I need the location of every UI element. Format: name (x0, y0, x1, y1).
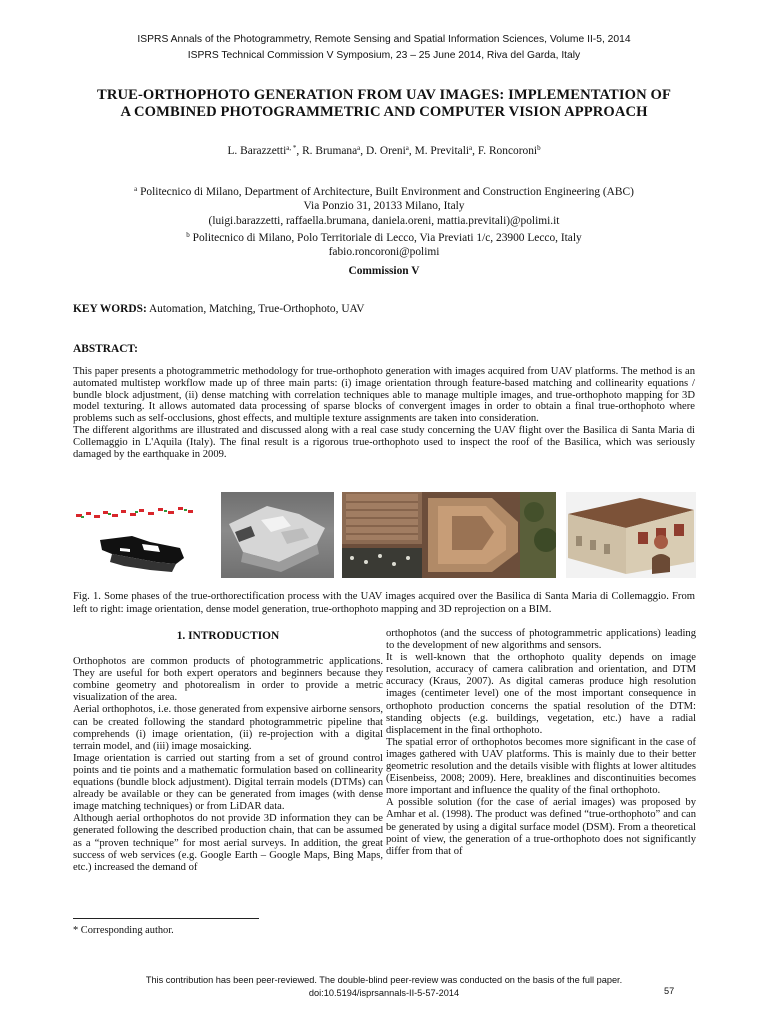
page-footer (0, 974, 768, 999)
journal-header-line1: ISPRS Annals of the Photogrammetry, Remote Sensing and Spatial Information Sciences, Volume II-5, 2014 (137, 34, 631, 45)
body-paragraph: Orthophotos are common products of photogrammetric applications. They are useful for both expert operators and beginners because they combine geometry and photorealism in order to provide a metric visualization of the area. (73, 656, 383, 704)
abstract-paragraph: The different algorithms are illustrated and discussed along with a real case study concerning the UAV flight over the Basilica di Santa Maria di Collemaggio in L'Aquila (Italy). The final result is a rigorous true-orthophoto used to inspect the roof of the Basilica, which was seriously damaged by the earthquake in 2009. (73, 424, 695, 460)
affil-b-line1: Politecnico di Milano, Polo Territoriale di Lecco, Via Previati 1/c, 23900 Lecco, Italy (192, 231, 582, 244)
figure-panel-orientation (72, 492, 214, 578)
affil-a-line1: Politecnico di Milano, Department of Architecture, Built Environment and Construction Engineering (ABC) (140, 186, 634, 198)
author-sup: a, * (286, 144, 297, 152)
abstract-paragraph: This paper presents a photogrammetric methodology for true-orthophoto generation with images acquired from UAV platforms. The method is an automated multistep workflow made up of three main parts: (i) image orientation through feature-based matching and collinearity equations / bundle block adjustment, (ii) dense matching with correlation techniques able to manage multiple images, and true-orthophoto mapping for 3D model texturing. It allows automated data processing of sparse blocks of convergent images in order to obtain a final true-orthophoto where problems such as self-occlusions, ghost effects, and multiple texture assignments are taken into consideration. (73, 366, 695, 425)
author-name: M. Previtali (414, 145, 470, 157)
paper-title-line1: TRUE-ORTHOPHOTO GENERATION FROM UAV IMAGES: IMPLEMENTATION OF (97, 87, 671, 103)
author-name: L. Barazzetti (227, 145, 287, 157)
affiliations (0, 182, 768, 259)
author-name: D. Oreni (365, 145, 406, 157)
footnote-divider (73, 918, 259, 919)
keywords (73, 303, 695, 315)
body-paragraph: orthophotos (and the success of photogrammetric applications) leading to the development of new algorithms and sensors. (386, 628, 696, 652)
left-column (73, 628, 383, 874)
figure-panel-true-orthophoto (342, 492, 556, 578)
body-paragraph: A possible solution (for the case of aerial images) was proposed by Amhar et al. (1998). The product was defined “true-orthophoto” and can be generated by using a digital surface model (DSM). From a theoretical point of view, the generation of a true-orthophoto does not significantly differ from that of (386, 797, 696, 857)
affil-a-line2: Via Ponzio 31, 20133 Milano, Italy (303, 200, 465, 213)
journal-header (0, 32, 768, 64)
affil-a-emails: (luigi.barazzetti, raffaella.brumana, daniela.oreni, mattia.previtali)@polimi.it (208, 214, 560, 227)
body-paragraph: Image orientation is carried out starting from a set of ground control points and tie points and a mathematic formulation based on collinearity equations (bundle block adjustment). Digital terrain models (DTMs) can already be available or they can be generated from images (with dense image matching techniques) or from LiDAR data. (73, 752, 383, 813)
affil-sup: b (186, 230, 190, 239)
right-column (386, 628, 696, 858)
figure-caption: Fig. 1. Some phases of the true-orthorectification process with the UAV images acquired over the Basilica di Santa Maria di Collemaggio. From left to right: image orientation, dense model generation, true-orthophoto mapping and 3D reprojection on a BIM. (73, 591, 695, 616)
abstract-body (73, 366, 695, 460)
author-sup: a (405, 144, 409, 152)
body-paragraph: Although aerial orthophotos do not provide 3D information they can be generated following the described production chain, that can be assumed as a “proven technique” for most aerial surveys. In addition, the great success of web services (e.g. Google Earth – Google Maps, Bing Maps, etc.) increased the demand of (73, 813, 383, 873)
keywords-text: Automation, Matching, True-Orthophoto, UAV (148, 303, 365, 315)
journal-header-line2: ISPRS Technical Commission V Symposium, 23 – 25 June 2014, Riva del Garda, Italy (187, 50, 581, 61)
figure-1 (72, 492, 696, 578)
author-list: L. Barazzetti$^{a, *}$, R. Brumana$^a$, D. Oreni$^a$, M. Previtali$^a$, F. Roncoroni$^b$ (227, 144, 541, 157)
figure-panel-dense-model (221, 492, 334, 578)
body-paragraph: The spatial error of orthophotos becomes more significant in the case of images gathered with UAV platforms. This is mainly due to their better geometric resolution and the details visible with flights at lower altitudes (Eisenbeiss, 2008; 2009). Here, breaklines and discontinuities becomes more important and influence the quality of the final orthophoto. (386, 736, 696, 797)
page-number: 57 (664, 986, 675, 996)
footnote: * Corresponding author. (73, 925, 174, 936)
abstract-heading: ABSTRACT: (73, 343, 138, 355)
author-sup: a (469, 144, 473, 152)
commission-label: Commission V (348, 265, 420, 277)
figure-panel-bim-reprojection (566, 492, 696, 578)
body-paragraph: Aerial orthophotos, i.e. those generated from expensive airborne sensors, can be created following the standard photogrammetric pipeline that comprehends (i) image orientation, (ii) re-projection with a digital terrain model, and (iii) image mosaicking. (73, 704, 383, 752)
paper-title-line2: A COMBINED PHOTOGRAMMETRIC AND COMPUTER VISION APPROACH (120, 104, 648, 120)
author-sup: a (357, 144, 361, 152)
peer-review-note: This contribution has been peer-reviewed. The double-blind peer-review was conducted on the basis of the full paper. (145, 975, 623, 985)
author-sup: b (537, 144, 541, 152)
author-name: R. Brumana (302, 145, 358, 157)
section-heading-introduction: 1. INTRODUCTION (176, 630, 280, 642)
body-paragraph: It is well-known that the orthophoto quality depends on image resolution, accuracy of camera calibration and orientation, and DTM accuracy (Kraus, 2007). As digital cameras produce high resolution images (centimeter level) one of the most important consequence in orthophoto production concerns the spatial resolution of the DTM: standing objects (e.g. buildings, vegetation, etc.) have a radial displacement in the final orthophoto. (386, 652, 696, 736)
keywords-label: KEY WORDS: (73, 303, 147, 315)
doi: doi:10.5194/isprsannals-II-5-57-2014 (308, 987, 460, 998)
paper-title (40, 87, 728, 121)
affil-b-email: fabio.roncoroni@polimi (328, 246, 440, 259)
author-name: F. Roncoroni (477, 145, 538, 157)
affil-sup: a (134, 185, 138, 193)
